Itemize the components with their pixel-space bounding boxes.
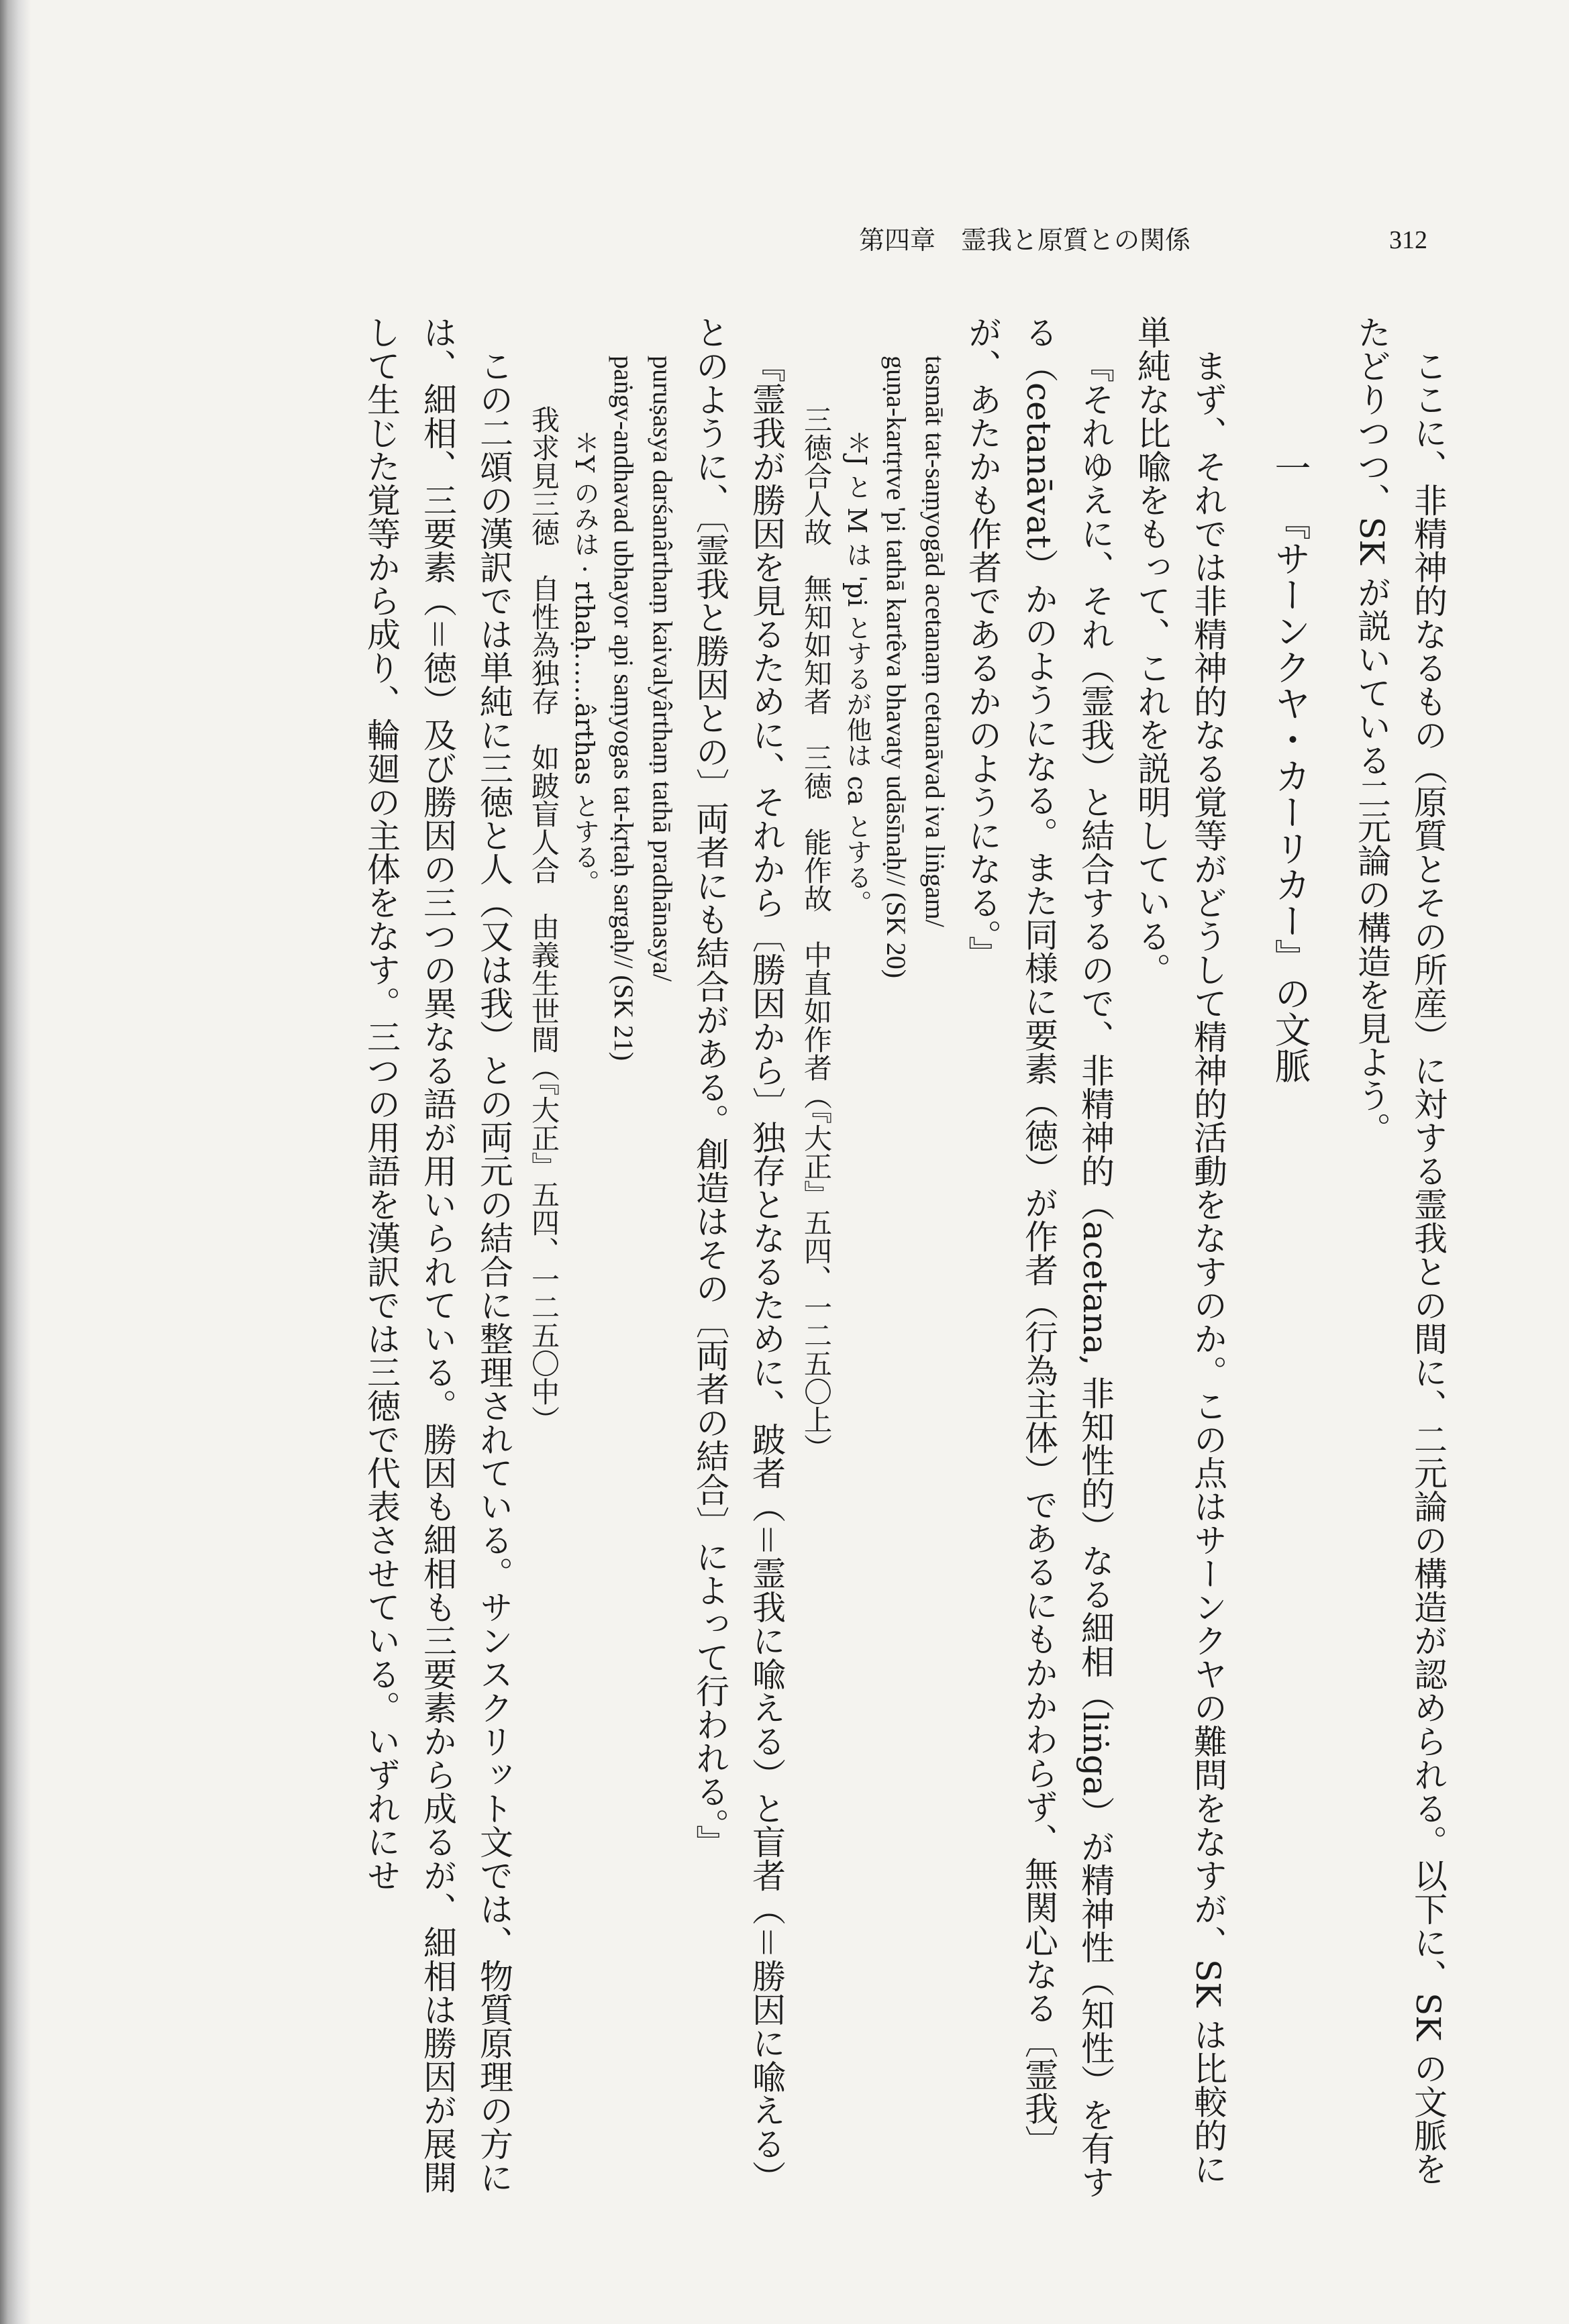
scan-edge-shadow [0, 0, 31, 2324]
page-number: 312 [1389, 226, 1427, 254]
vertical-text-body [107, 315, 1456, 2207]
sanskrit-sk21-line1: puruṣasya darśanârthaṃ kaivalyârthaṃ tathā pradhānasya/ [648, 356, 678, 982]
chinese-translation-2: 我求見三徳 自性為独存 如跛盲人合 由義生世間（『大正』五四、一二五〇中） [527, 405, 560, 1434]
intro-paragraph: ここに、非精神的なるもの（原質とその所産）に対する霊我との間に、二元論の構造が認められる。以下に、SK の文脈をたどりつつ、SK が説いている二元論の構造を見よう。 [1352, 315, 1448, 2186]
paragraph-2: この二頌の漢訳では単純に三徳と人（又は我）との両元の結合に整理されている。サンスクリット文では、物質原理の方には、細相、三要素（＝徳）及び勝因の三つの異なる語が用いられている。勝因も細相も三要素から成るが、細相は勝因が展開して生じた覚等から成り、輪廻の主体をなす。三つの用語を漢訳では三徳で代表させている。いずれにせ [362, 315, 513, 2194]
sanskrit-sk20-line2: guṇa-kartṛtve 'pi tathā kartêva bhavaty udāsīnaḥ// (SK 20) [881, 356, 911, 979]
running-head [859, 220, 1463, 260]
chinese-translation-1: 三徳合人故 無知如知者 三徳 能作故 中直如作者（『大正』五四、一二五〇上） [800, 405, 833, 1463]
quote-sk20: 『それゆえに、それ（霊我）と結合するので、非精神的（acetana, 非知性的）なる細相（liṅga）が精神性（知性）を有する（cetanāvat）かのようになる。また同様に要素（徳）が作者（行為主体）であるにもかかわらず、無関心なる〔霊我〕が、あたかも作者であるかのようになる。』 [963, 315, 1115, 2199]
variant-note-1: ＊J と M は 'pi とするが他は ca とする。 [842, 430, 872, 916]
chapter-title: 第四章 霊我と原質との関係 [859, 225, 1191, 255]
sanskrit-sk20-line1: tasmāt tat-saṃyogād acetanaṃ cetanāvad iva liṅgam/ [920, 356, 950, 927]
sanskrit-sk21-line2: paṅgv-andhavad ubhayor api saṃyogas tat-kṛtaḥ sargaḥ// (SK 21) [609, 356, 639, 1061]
variant-note-2: ＊Y のみは · rthaḥ……ârthas とする。 [570, 430, 599, 896]
quote-sk21: 『霊我が勝因を見るために、それから〔勝因から〕独存となるために、跛者（＝霊我に喩える）と盲者（＝勝因に喩える）とのように、〔霊我と勝因との〕両者にも結合がある。創造はその〔両者の結合〕によって行われる。』 [691, 315, 786, 2194]
paragraph-1: まず、それでは非精神的なる覚等がどうして精神的活動をなすのか。この点はサーンクヤの難問をなすが、SK は比較的に単純な比喩をもって、これを説明している。 [1132, 315, 1227, 2186]
section-heading: 一 『サーンクヤ・カーリカー』の文脈 [1269, 450, 1311, 1084]
